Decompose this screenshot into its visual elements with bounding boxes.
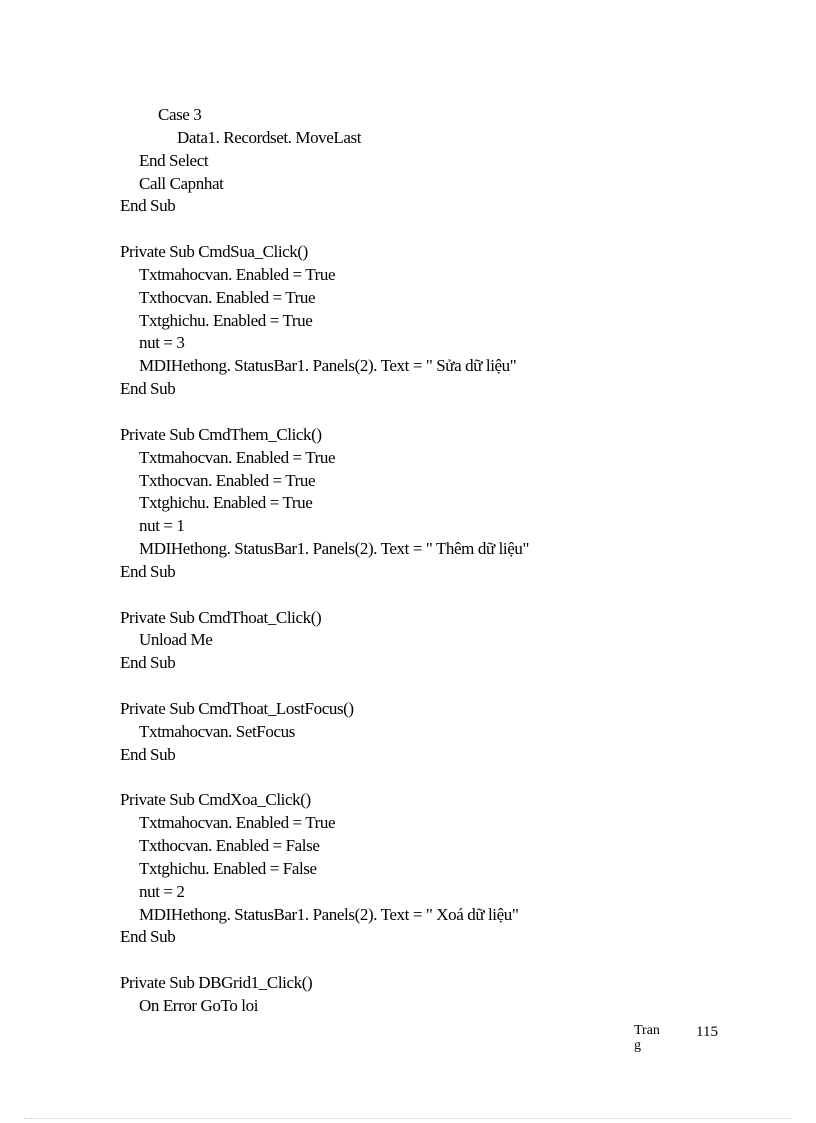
code-line: Txtmahocvan. SetFocus [139, 721, 295, 741]
code-line: End Sub [120, 744, 176, 764]
code-line: Txtmahocvan. Enabled = True [139, 447, 336, 467]
code-line: nut = 2 [139, 881, 185, 901]
code-line [120, 218, 529, 241]
page-bottom-divider [24, 1118, 792, 1119]
code-line: Private Sub CmdSua_Click() [120, 242, 308, 262]
code-line: End Sub [120, 379, 176, 399]
code-line: End Sub [120, 561, 176, 581]
code-line: Private Sub CmdThem_Click() [120, 424, 322, 444]
code-line: Txthocvan. Enabled = True [139, 287, 316, 307]
code-line: nut = 3 [139, 333, 185, 353]
code-line: Call Capnhat [139, 173, 224, 193]
code-listing [120, 104, 529, 1018]
code-line [120, 675, 529, 698]
code-line: Private Sub CmdThoat_Click() [120, 607, 322, 627]
page-number: 115 [696, 1024, 718, 1040]
code-line: End Sub [120, 196, 176, 216]
code-line: Private Sub CmdThoat_LostFocus() [120, 698, 354, 718]
code-line [120, 766, 529, 789]
code-line: End Select [139, 150, 209, 170]
code-line: Private Sub DBGrid1_Click() [120, 973, 313, 993]
code-line: Txtghichu. Enabled = True [139, 310, 313, 330]
code-line: Txthocvan. Enabled = False [139, 836, 320, 855]
page-label: Trang [634, 1023, 660, 1053]
code-line: Txthocvan. Enabled = True [139, 470, 316, 490]
code-line: MDIHethong. StatusBar1. Panels(2). Text = " Thêm dữ liệu" [139, 539, 530, 559]
code-line: Txtmahocvan. Enabled = True [139, 264, 336, 284]
code-line: Unload Me [139, 630, 213, 650]
code-line: MDIHethong. StatusBar1. Panels(2). Text = " Xoá dữ liệu" [139, 904, 519, 924]
code-line: Txtghichu. Enabled = True [139, 493, 313, 513]
code-line: Private Sub CmdXoa_Click() [120, 790, 311, 810]
code-line: On Error GoTo loi [139, 995, 259, 1015]
code-line [120, 584, 529, 607]
code-line: Data1. Recordset. MoveLast [177, 127, 362, 147]
code-line: End Sub [120, 653, 176, 673]
code-line: End Sub [120, 927, 176, 947]
code-line [120, 401, 529, 424]
code-line: Txtmahocvan. Enabled = True [139, 813, 336, 833]
code-line: MDIHethong. StatusBar1. Panels(2). Text = " Sửa dữ liệu" [139, 356, 517, 376]
code-line: nut = 1 [139, 516, 185, 536]
code-line: Case 3 [158, 105, 202, 124]
code-line [120, 949, 529, 972]
code-line: Txtghichu. Enabled = False [139, 858, 317, 878]
